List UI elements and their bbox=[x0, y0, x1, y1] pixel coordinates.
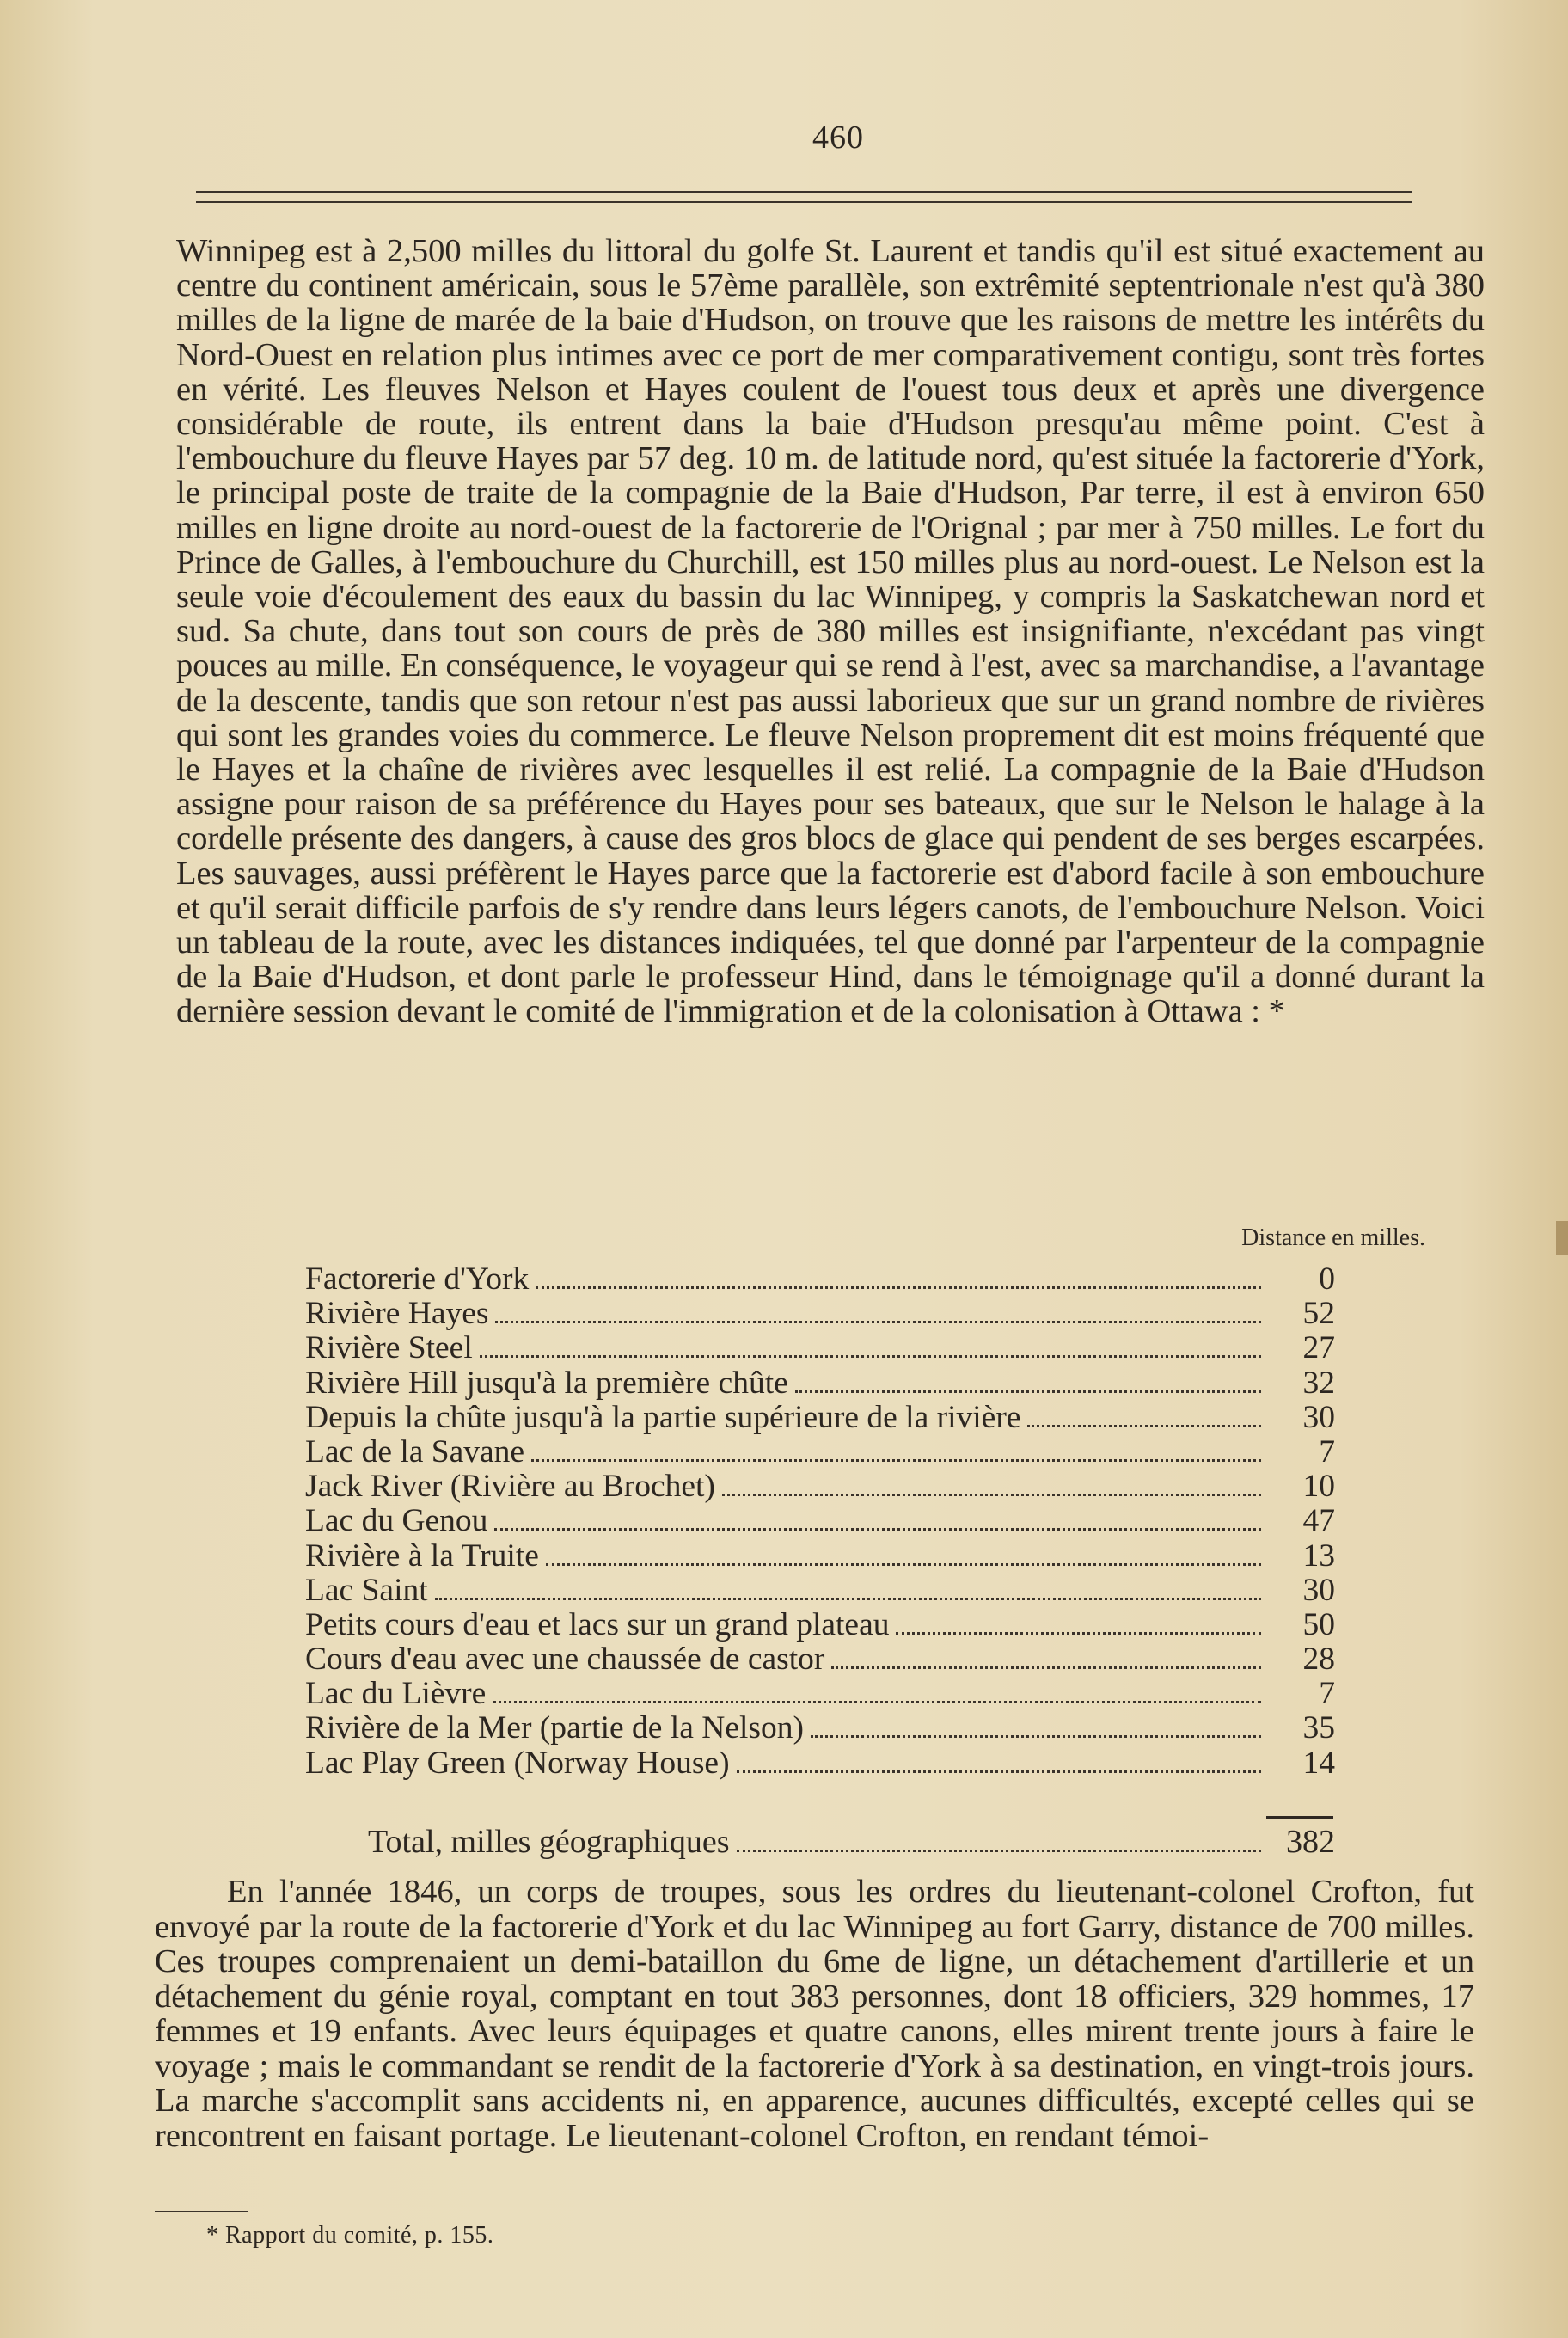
route-miles: 0 bbox=[1319, 1261, 1335, 1297]
dot-leader bbox=[896, 1623, 1261, 1635]
route-distance-table bbox=[305, 1262, 1335, 1781]
dot-leader bbox=[831, 1658, 1261, 1669]
table-row bbox=[305, 1331, 1335, 1365]
dot-leader bbox=[536, 1278, 1261, 1289]
table-row bbox=[305, 1608, 1335, 1642]
route-place: Cours d'eau avec une chaussée de castor bbox=[305, 1642, 825, 1678]
total-row bbox=[368, 1823, 1335, 1861]
table-row bbox=[305, 1366, 1335, 1401]
page-edge-mark bbox=[1556, 1221, 1568, 1255]
route-miles: 28 bbox=[1302, 1642, 1335, 1678]
route-place: Petits cours d'eau et lacs sur un grand plateau bbox=[305, 1606, 890, 1642]
table-row bbox=[305, 1574, 1335, 1608]
route-miles: 14 bbox=[1302, 1745, 1335, 1781]
route-place: Rivière Hayes bbox=[305, 1296, 489, 1332]
table-row bbox=[305, 1539, 1335, 1574]
dot-leader bbox=[480, 1347, 1261, 1358]
paragraph-intro: Winnipeg est à 2,500 milles du littoral du golfe St. Laurent et tandis qu'il est situé exactement au centre du continent américain, sous le 57ème parallèle, son extrêmité septentrionale n'est qu'à 380 milles de la ligne de marée de la baie d'Hudson, on trouve que les raisons de mettre les intérêts du Nord-Ouest en relation plus intimes avec ce port de mer comparativement contigu, sont très fortes en vérité. Les fleuves Nelson et Hayes coulent de l'ouest tous deux et après une divergence considérable de route, ils entrent dans la baie d'Hudson presqu'au même point. C'est à l'embouchure du fleuve Hayes par 57 deg. 10 m. de latitude nord, qu'est située la factorerie d'York, le principal poste de traite de la compagnie de la Baie d'Hudson, Par terre, il est à environ 650 milles en ligne droite au nord-ouest de la factorerie de l'Orignal ; par mer à 750 milles. Le fort du Prince de Galles, à l'embouchure du Churchill, est 150 milles plus au nord-ouest. Le Nelson est la seule voie d'écoulement des eaux du bassin du lac Winnipeg, y compris la Saskatchewan nord et sud. Sa chute, dans tout son cours de près de 380 milles est insignifiante, n'excédant pas vingt pouces au mille. En conséquence, le voyageur qui se rend à l'est, avec sa marchandise, a l'avantage de la descente, tandis que son retour n'est pas aussi laborieux que sur un grand nombre de rivières qui sont les grandes voies du commerce. Le fleuve Nelson proprement dit est moins fréquenté que le Hayes et la chaîne de rivières avec lesquelles il est relié. La compagnie de la Baie d'Hudson assigne pour raison de sa préférence du Hayes pour ses bateaux, que sur le Nelson le halage à la cordelle présente des dangers, à cause des gros blocs de glace qui pendent de ses berges escarpées. Les sauvages, aussi préfèrent le Hayes parce que la factorerie est d'abord facile à son embouchure et qu'il serait difficile parfois de s'y rendre dans leurs légers canots, de l'embouchure Nelson. Voici un tableau de la route, avec les distances indiquées, tel que donné par l'arpenteur de la compagnie de la Baie d'Hudson, et dont parle le professeur Hind, dans le témoignage qu'il a donné durant la dernière session devant le comité de l'immigration et de la colonisation à Ottawa : * bbox=[176, 233, 1485, 1030]
dot-leader bbox=[737, 1841, 1261, 1852]
table-row bbox=[305, 1401, 1335, 1435]
dot-leader bbox=[1027, 1416, 1261, 1427]
page-number: 460 bbox=[812, 120, 864, 156]
dot-leader bbox=[546, 1555, 1261, 1566]
route-miles: 47 bbox=[1302, 1503, 1335, 1539]
route-miles: 30 bbox=[1302, 1399, 1335, 1435]
table-row bbox=[305, 1470, 1335, 1504]
total-rule bbox=[1266, 1816, 1333, 1819]
dot-leader bbox=[493, 1692, 1261, 1703]
table-row bbox=[305, 1262, 1335, 1297]
route-place: Jack River (Rivière au Brochet) bbox=[305, 1469, 715, 1505]
header-rule bbox=[196, 191, 1412, 203]
dot-leader bbox=[795, 1382, 1261, 1393]
table-row bbox=[305, 1435, 1335, 1470]
route-miles: 7 bbox=[1319, 1676, 1335, 1712]
dot-leader bbox=[722, 1485, 1261, 1496]
table-row bbox=[305, 1297, 1335, 1331]
table-row bbox=[305, 1746, 1335, 1781]
route-miles: 27 bbox=[1302, 1330, 1335, 1366]
route-place: Rivière Hill jusqu'à la première chûte bbox=[305, 1365, 788, 1401]
route-miles: 10 bbox=[1302, 1469, 1335, 1505]
route-place: Lac du Genou bbox=[305, 1503, 488, 1539]
dot-leader bbox=[494, 1519, 1261, 1531]
dot-leader bbox=[495, 1312, 1261, 1323]
table-row bbox=[305, 1504, 1335, 1538]
route-place: Rivière de la Mer (partie de la Nelson) bbox=[305, 1710, 804, 1746]
route-miles: 13 bbox=[1302, 1537, 1335, 1574]
dot-leader bbox=[737, 1762, 1261, 1773]
route-miles: 50 bbox=[1302, 1606, 1335, 1642]
route-miles: 32 bbox=[1302, 1365, 1335, 1401]
table-header: Distance en milles. bbox=[1241, 1224, 1425, 1251]
dot-leader bbox=[811, 1727, 1261, 1738]
table-row bbox=[305, 1677, 1335, 1711]
route-place: Depuis la chûte jusqu'à la partie supérieure de la rivière bbox=[305, 1399, 1021, 1435]
dot-leader bbox=[531, 1451, 1261, 1462]
route-place: Lac de la Savane bbox=[305, 1433, 525, 1470]
route-place: Lac Play Green (Norway House) bbox=[305, 1745, 730, 1781]
dot-leader bbox=[435, 1589, 1261, 1600]
route-place: Lac du Lièvre bbox=[305, 1676, 487, 1712]
route-place: Lac Saint bbox=[305, 1572, 428, 1608]
route-place: Factorerie d'York bbox=[305, 1261, 530, 1297]
total-miles: 382 bbox=[1286, 1824, 1335, 1860]
table-row bbox=[305, 1642, 1335, 1677]
footnote: * Rapport du comité, p. 155. bbox=[206, 2222, 494, 2249]
route-place: Rivière à la Truite bbox=[305, 1537, 539, 1574]
route-miles: 30 bbox=[1302, 1572, 1335, 1608]
footnote-rule bbox=[155, 2211, 248, 2212]
table-row bbox=[305, 1711, 1335, 1746]
route-place: Rivière Steel bbox=[305, 1330, 473, 1366]
route-miles: 52 bbox=[1302, 1296, 1335, 1332]
paragraph-crofton: En l'année 1846, un corps de troupes, sous les ordres du lieutenant-colonel Crofton, fut envoyé par la route de la factorerie d'York et du lac Winnipeg au fort Garry, distance de 700 milles. Ces troupes comprenaient un demi-bataillon du 6me de ligne, un détachement d'artillerie et un détachement du génie royal, comptant en tout 383 personnes, dont 18 officiers, 329 hommes, 17 femmes et 19 enfants. Avec leurs équipages et quatre canons, elles mirent trente jours à faire le voyage ; mais le commandant se rendit de la factorerie d'York à sa destination, en vingt-trois jours. La marche s'accomplit sans accidents ni, en apparence, aucunes difficultés, excepté celles qui se rencontrent en faisant portage. Le lieutenant-colonel Crofton, en rendant témoi- bbox=[155, 1874, 1474, 2154]
route-miles: 35 bbox=[1302, 1710, 1335, 1746]
total-label: Total, milles géographiques bbox=[368, 1824, 730, 1860]
route-miles: 7 bbox=[1319, 1433, 1335, 1470]
